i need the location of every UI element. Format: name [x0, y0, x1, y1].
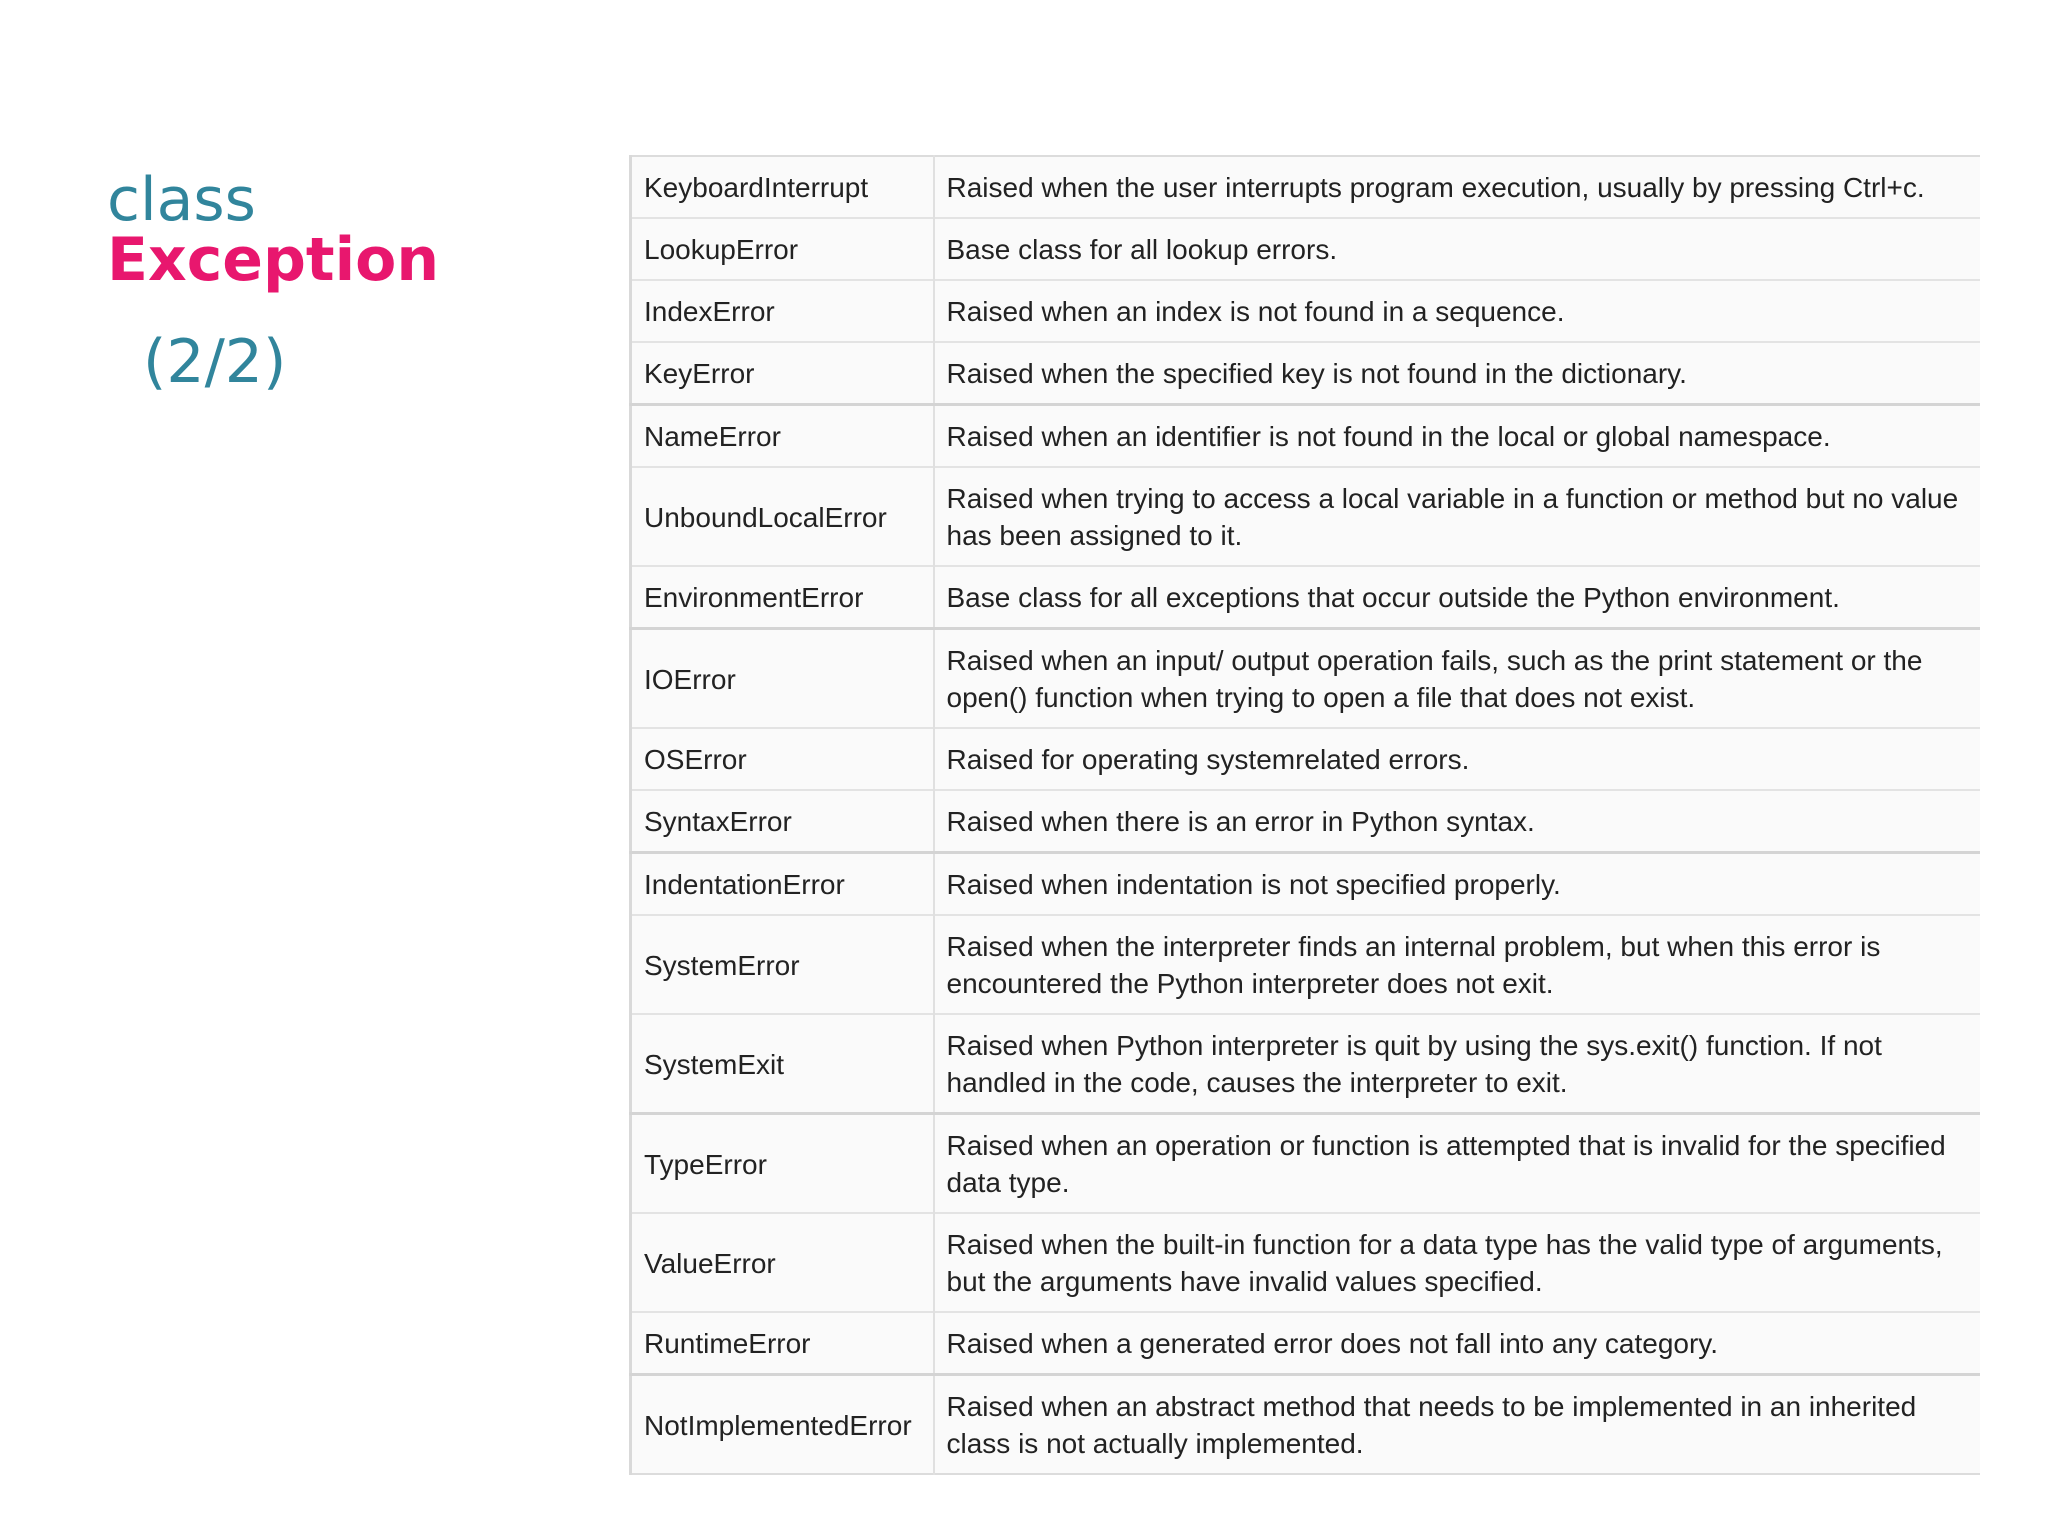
exception-description: Raised when the user interrupts program execution, usually by pressing Ctrl+c. [946, 172, 1925, 203]
exception-description: Raised when indentation is not specified properly. [934, 853, 1980, 916]
exception-name: RuntimeError [631, 1312, 934, 1375]
table-row [631, 566, 1980, 629]
table-row [631, 467, 1980, 566]
exception-name: IOError [631, 629, 934, 729]
exception-description: Raised for operating systemrelated errors. [934, 728, 1980, 790]
exception-name: EnvironmentError [631, 566, 934, 629]
exception-name: ValueError [631, 1213, 934, 1312]
exception-name: LookupError [631, 218, 934, 280]
exception-name: NotImplementedError [631, 1375, 934, 1475]
exception-description: Raised when an operation or function is attempted that is invalid for the specified data type. [934, 1114, 1980, 1214]
exception-name: SystemError [631, 915, 934, 1014]
table-row [631, 915, 1980, 1014]
exception-name: OSError [631, 728, 934, 790]
table-row [631, 405, 1980, 468]
exception-description: Raised when Python interpreter is quit by using the sys.exit() function. If not handled in the code, causes the interpreter to exit. [934, 1014, 1980, 1114]
exception-description: Raised when the interpreter finds an internal problem, but when this error is encountered the Python interpreter does not exit. [934, 915, 1980, 1014]
table-row [631, 342, 1980, 405]
exception-description: Base class for all exceptions that occur outside the Python environment. [934, 566, 1980, 629]
table-row [631, 790, 1980, 853]
exception-description: Raised when trying to access a local variable in a function or method but no value has been assigned to it. [934, 467, 1980, 566]
table-row [631, 1312, 1980, 1375]
exception-description: Raised when there is an error in Python syntax. [934, 790, 1980, 853]
exception-description: Raised when an identifier is not found in the local or global namespace. [934, 405, 1980, 468]
exception-description: Raised when the specified key is not found in the dictionary. [934, 342, 1980, 405]
slide-title [107, 165, 587, 397]
table-row [631, 728, 1980, 790]
exception-name: SystemExit [631, 1014, 934, 1114]
table-row [631, 1114, 1980, 1214]
title-subtitle: (2/2) [143, 327, 287, 397]
exception-table [629, 155, 1980, 1475]
exception-name: NameError [631, 405, 934, 468]
table-row [631, 1213, 1980, 1312]
table-row [631, 218, 1980, 280]
exception-description: Raised when an index is not found in a sequence. [934, 280, 1980, 342]
table-row [631, 1375, 1980, 1475]
exception-name: KeyError [631, 342, 934, 405]
table-row [631, 156, 1980, 218]
exception-name: IndentationError [631, 853, 934, 916]
table-row [631, 853, 1980, 916]
table-row [631, 1014, 1980, 1114]
exception-name: TypeError [631, 1114, 934, 1214]
table-row [631, 280, 1980, 342]
title-prefix: class [107, 165, 256, 235]
exception-description: Raised when a generated error does not fall into any category. [934, 1312, 1980, 1375]
exception-description: Raised when an abstract method that needs to be implemented in an inherited class is not actually implemented. [934, 1375, 1980, 1475]
exception-description: Base class for all lookup errors. [934, 218, 1980, 280]
exception-name: KeyboardInterrupt [631, 156, 934, 218]
title-keyword: Exception [107, 225, 440, 295]
table-row [631, 629, 1980, 729]
exception-name: IndexError [631, 280, 934, 342]
exception-description: Raised when the built-in function for a data type has the valid type of arguments, but the arguments have invalid values specified. [934, 1213, 1980, 1312]
exception-name: SyntaxError [631, 790, 934, 853]
exception-description: Raised when an input/ output operation fails, such as the print statement or the open() function when trying to open a file that does not exist. [934, 629, 1980, 729]
exception-name: UnboundLocalError [631, 467, 934, 566]
